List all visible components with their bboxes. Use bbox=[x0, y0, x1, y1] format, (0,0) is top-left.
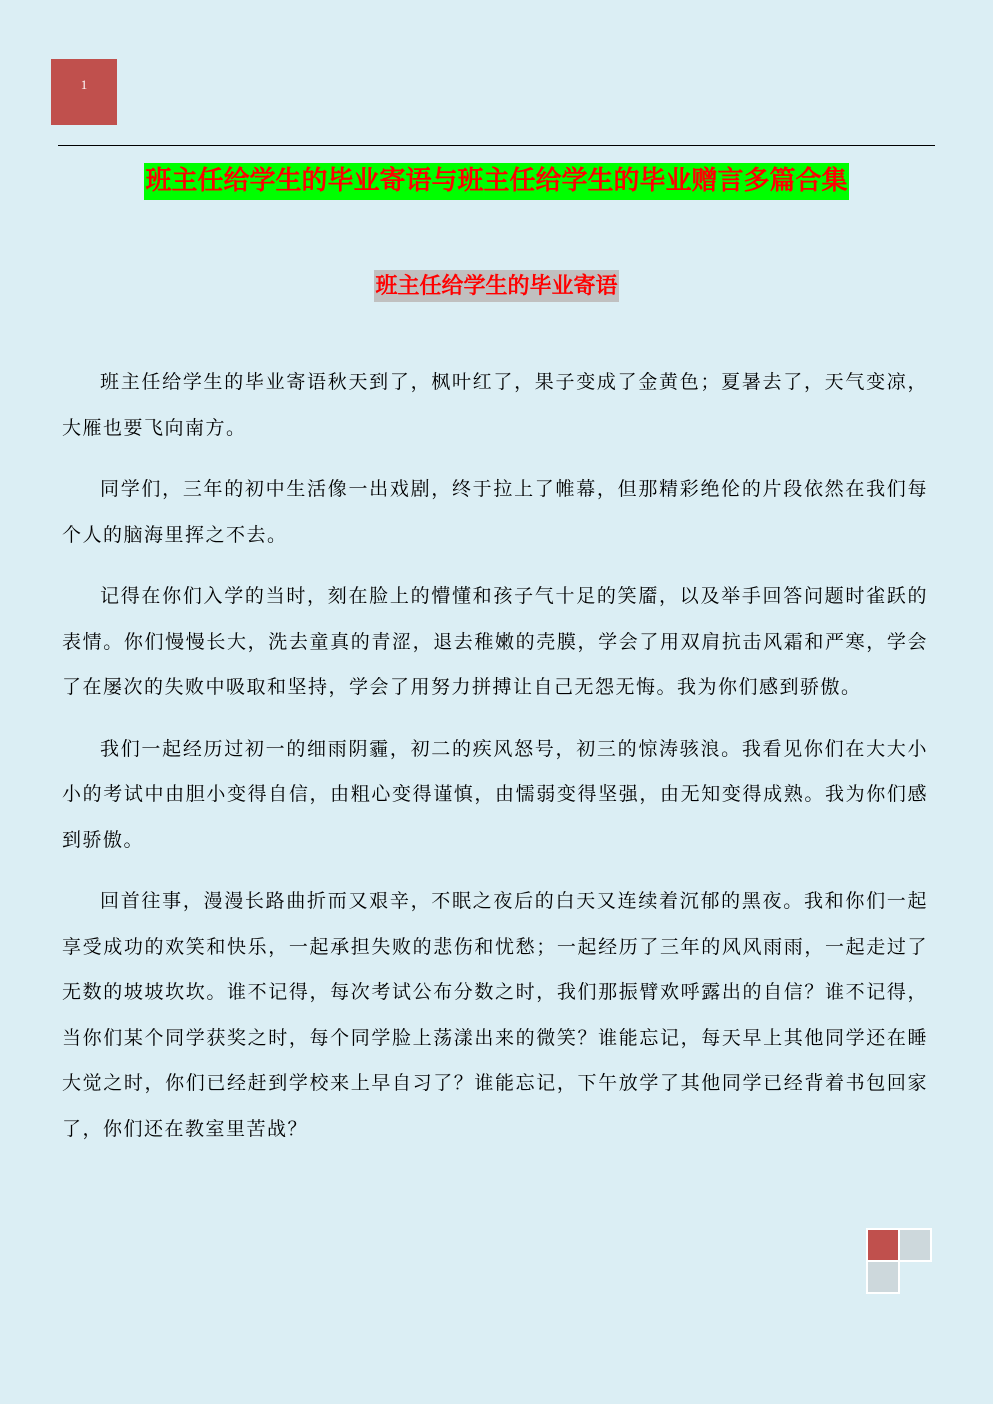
main-title-container bbox=[0, 163, 993, 200]
document-body bbox=[62, 360, 928, 1168]
corner-decoration bbox=[866, 1228, 933, 1294]
decor-square-red bbox=[866, 1228, 900, 1262]
paragraph: 记得在你们入学的当时，刻在脸上的懵懂和孩子气十足的笑靥，以及举手回答问题时雀跃的表情。你们慢慢长大，洗去童真的青涩，退去稚嫩的壳膜，学会了用双肩抗击风霜和严寒，学会了在屡次的失败中吸取和坚持，学会了用努力拼搏让自己无怨无悔。我为你们感到骄傲。 bbox=[62, 585, 928, 698]
paragraph: 班主任给学生的毕业寄语秋天到了，枫叶红了，果子变成了金黄色；夏暑去了，天气变凉，大雁也要飞向南方。 bbox=[62, 371, 928, 439]
decor-square-grey bbox=[866, 1260, 900, 1294]
page-number: 1 bbox=[80, 77, 88, 92]
header-rule bbox=[58, 145, 935, 146]
paragraph: 回首往事，漫漫长路曲折而又艰辛，不眠之夜后的白天又连续着沉郁的黑夜。我和你们一起享受成功的欢笑和快乐，一起承担失败的悲伤和忧愁；一起经历了三年的风风雨雨，一起走过了无数的坡坡坎坎。谁不记得，每次考试公布分数之时，我们那振臂欢呼露出的自信？谁不记得，当你们某个同学获奖之时，每个同学脸上荡漾出来的微笑？谁能忘记，每天早上其他同学还在睡大觉之时，你们已经赶到学校来上早自习了？谁能忘记，下午放学了其他同学已经背着书包回家了，你们还在教室里苦战？ bbox=[62, 890, 928, 1140]
page-number-badge bbox=[51, 59, 117, 125]
main-title: 班主任给学生的毕业寄语与班主任给学生的毕业赠言多篇合集 bbox=[144, 163, 848, 200]
paragraph: 同学们，三年的初中生活像一出戏剧，终于拉上了帷幕，但那精彩绝伦的片段依然在我们每个人的脑海里挥之不去。 bbox=[62, 478, 928, 546]
paragraph: 我们一起经历过初一的细雨阴霾，初二的疾风怒号，初三的惊涛骇浪。我看见你们在大大小小的考试中由胆小变得自信，由粗心变得谨慎，由懦弱变得坚强，由无知变得成熟。我为你们感到骄傲。 bbox=[62, 737, 928, 851]
decor-square-grey bbox=[898, 1228, 932, 1262]
section-title-container bbox=[0, 270, 993, 302]
section-title: 班主任给学生的毕业寄语 bbox=[374, 270, 618, 302]
